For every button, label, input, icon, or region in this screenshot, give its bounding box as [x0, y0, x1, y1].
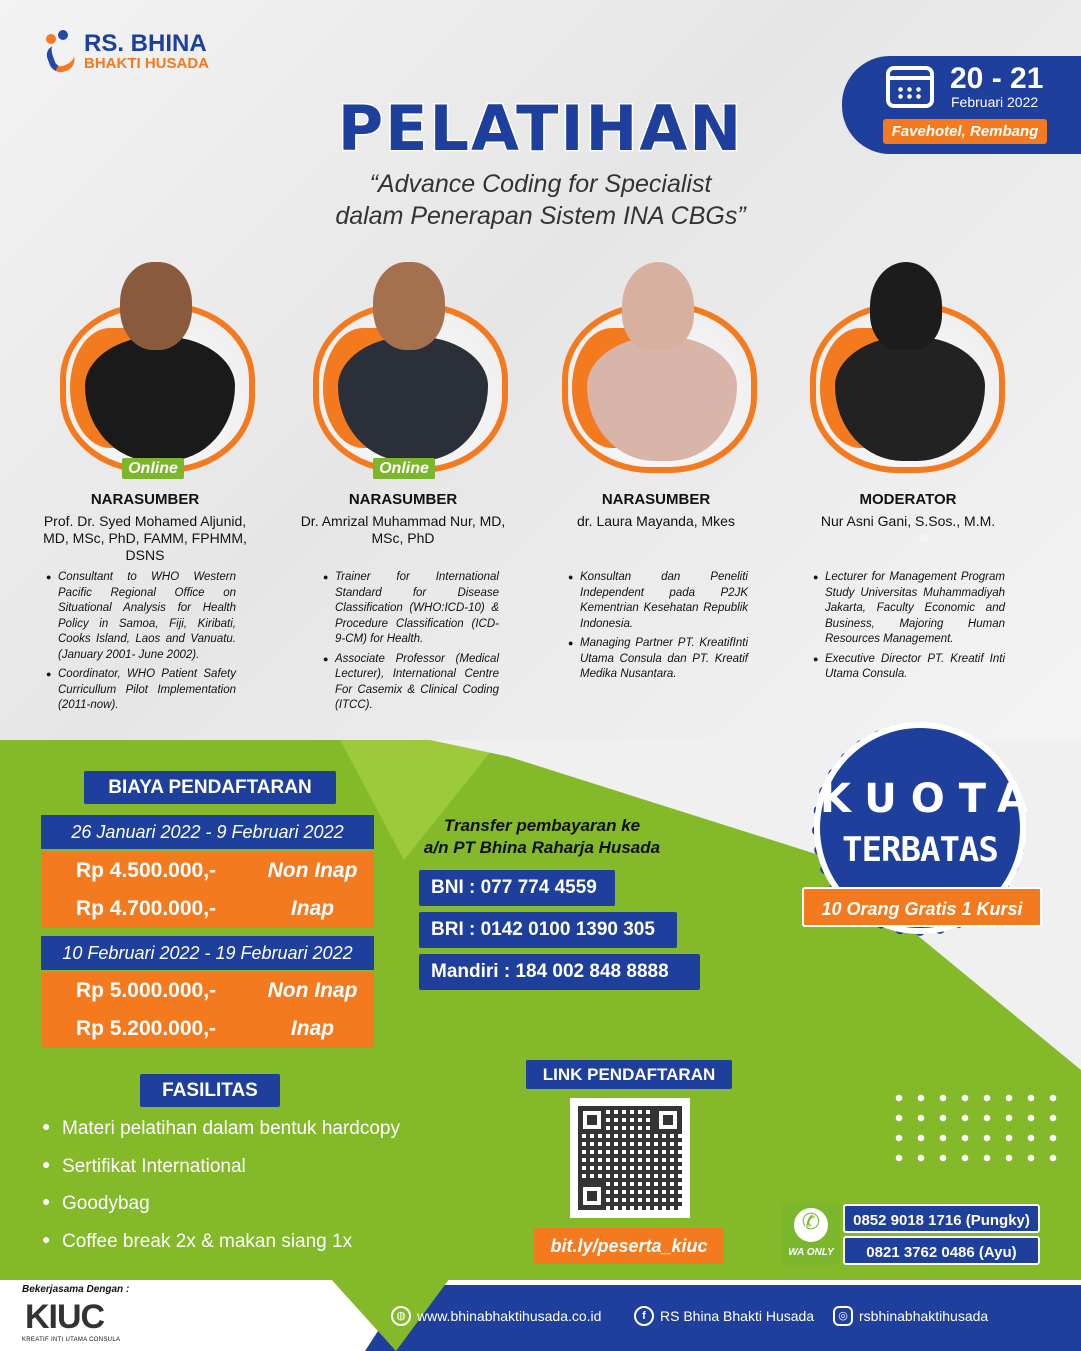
speaker-3-name: dr. Laura Mayanda, Mkes [577, 513, 735, 529]
whatsapp-badge[interactable] [782, 1203, 840, 1265]
speaker-3-bullets [568, 570, 748, 687]
speaker-1-role: NARASUMBER [90, 491, 200, 508]
instagram-text: rsbhinabhaktihusada [859, 1308, 989, 1324]
speaker-portrait-4 [800, 258, 1020, 478]
website-text: www.bhinabhaktihusada.co.id [417, 1308, 602, 1324]
price-type: Inap [290, 897, 335, 920]
decorative-dots [888, 1088, 1063, 1168]
website-link[interactable] [391, 1306, 601, 1326]
kuota-line1: KUOTA [820, 776, 1042, 822]
facebook-icon: f [634, 1306, 654, 1326]
partner-subtitle: KREATIF INTI UTAMA CONSULA [22, 1337, 121, 1343]
registration-qr-code[interactable] [570, 1098, 690, 1218]
month-year: Februari 2022 [951, 94, 1039, 110]
hospital-logo [44, 30, 209, 74]
fasilitas-list [42, 1118, 400, 1268]
speaker-2-bullets [323, 570, 499, 718]
speaker-2-bullet: ● Trainer for International Standard for Disease Classification (WHO:ICD-10) & Procedure Classification (ICD-9-CM) for Health. [323, 570, 499, 648]
price-value: Rp 4.700.000,- [75, 897, 217, 920]
logo-line2: BHAKTI HUSADA [84, 55, 209, 72]
list-item: ● Coffee break 2x & makan siang 1x [42, 1231, 400, 1269]
speaker-2-role: NARASUMBER [348, 491, 458, 508]
speaker-1-bullets [46, 570, 236, 718]
transfer-line2: a/n PT Bhina Raharja Husada [423, 838, 661, 857]
speaker-4-bullets [813, 570, 1005, 687]
speaker-4-bullet: ● Lecturer for Management Program Study Universitas Muhammadiyah Jakarta, Faculty Economic and Business, Majoring Human Resources Management. [813, 570, 1005, 648]
bank-bni: BNI : 077 774 4559 [419, 870, 615, 906]
wa-only-label: WA ONLY [788, 1247, 834, 1258]
kuota-line2: TERBATAS [842, 830, 998, 870]
venue-badge: Favehotel, Rembang [883, 119, 1047, 144]
list-item: ● Materi pelatihan dalam bentuk hardcopy [42, 1118, 400, 1156]
phone-number-1[interactable]: 0852 9018 1716 (Pungky) [843, 1204, 1040, 1233]
speaker-portrait-1 [50, 258, 270, 478]
fasilitas-heading: FASILITAS [140, 1074, 280, 1107]
speaker-2-bullet: ● Associate Professor (Medical Lecturer), International Centre For Casemix & Clinical Coding (ITCC). [323, 652, 499, 714]
whatsapp-icon [794, 1208, 828, 1242]
facebook-text: RS Bhina Bhakti Husada [660, 1308, 815, 1324]
price-value: Rp 5.000.000,- [75, 979, 217, 1002]
date-range: 20 - 21 [950, 62, 1044, 95]
price-row [41, 972, 374, 1010]
price-period-2-dates: 10 Februari 2022 - 19 Februari 2022 [41, 936, 374, 970]
transfer-info [412, 815, 672, 859]
logo-line1: RS. BHINA [84, 30, 207, 57]
instagram-link[interactable] [833, 1306, 988, 1326]
promo-badge: 10 Orang Gratis 1 Kursi [802, 887, 1042, 927]
facebook-link[interactable] [634, 1306, 814, 1326]
online-badge-1: Online [122, 458, 184, 479]
subtitle-line1: “Advance Coding for Specialist [369, 170, 712, 198]
speaker-3-bullet: ● Konsultan dan Peneliti Independent pada P2JK Kementrian Kesehatan Republik Indonesia. [568, 570, 748, 632]
speaker-1-bullet: ● Consultant to WHO Western Pacific Regional Office on Situational Analysis for Health Policy in Samoa, Fiji, Kiribati, Cooks Island, Laos and Vanuatu. (January 2001- June 2002). [46, 570, 236, 663]
price-period-1-dates: 26 Januari 2022 - 9 Februari 2022 [41, 815, 374, 849]
globe-icon: ◍ [391, 1306, 411, 1326]
speaker-4-role: MODERATOR [859, 491, 957, 508]
phone-number-2[interactable]: 0821 3762 0486 (Ayu) [843, 1236, 1040, 1265]
page-title: PELATIHAN [337, 92, 744, 165]
page-subtitle [0, 168, 1081, 232]
price-row [41, 852, 374, 890]
price-value: Rp 5.200.000,- [75, 1017, 217, 1040]
price-row [41, 1010, 374, 1048]
price-type: Non Inap [267, 859, 358, 882]
speaker-4-name: Nur Asni Gani, S.Sos., M.M. [820, 513, 996, 529]
list-item: ● Sertifikat International [42, 1156, 400, 1194]
speaker-1-name: Prof. Dr. Syed Mohamed Aljunid, MD, MSc, PhD, FAMM, FPHMM, DSNS [43, 513, 247, 563]
speaker-portrait-2 [303, 258, 523, 478]
speaker-2-name: Dr. Amrizal Muhammad Nur, MD, MSc, PhD [300, 513, 506, 546]
speaker-3-role: NARASUMBER [601, 491, 711, 508]
price-value: Rp 4.500.000,- [75, 859, 217, 882]
speaker-portrait-3 [552, 258, 772, 478]
instagram-icon: ◎ [833, 1306, 853, 1326]
registration-link[interactable]: bit.ly/peserta_kiuc [534, 1228, 724, 1264]
bank-mandiri: Mandiri : 184 002 848 8888 [419, 954, 700, 990]
transfer-line1: Transfer pembayaran ke [443, 816, 641, 835]
price-type: Non Inap [267, 979, 358, 1002]
speaker-3-bullet: ● Managing Partner PT. KreatifInti Utama Consula dan PT. Kreatif Medika Nusantara. [568, 636, 748, 683]
speaker-4-bullet: ● Executive Director PT. Kreatif Inti Utama Consula. [813, 652, 1005, 683]
price-type: Inap [290, 1017, 335, 1040]
subtitle-line2: dalam Penerapan Sistem INA CBGs” [335, 202, 746, 230]
price-row [41, 890, 374, 928]
link-heading: LINK PENDAFTARAN [526, 1060, 732, 1089]
list-item: ● Goodybag [42, 1193, 400, 1231]
hospital-logo-icon [44, 30, 78, 74]
partner-label: Bekerjasama Dengan : [22, 1284, 130, 1295]
bank-bri: BRI : 0142 0100 1390 305 [419, 912, 677, 948]
biaya-heading: BIAYA PENDAFTARAN [84, 771, 336, 804]
online-badge-2: Online [373, 458, 435, 479]
partner-logo: KIUC [25, 1298, 105, 1336]
speaker-1-bullet: ● Coordinator, WHO Patient Safety Curricullum Pilot Implementation (2011-now). [46, 667, 236, 714]
